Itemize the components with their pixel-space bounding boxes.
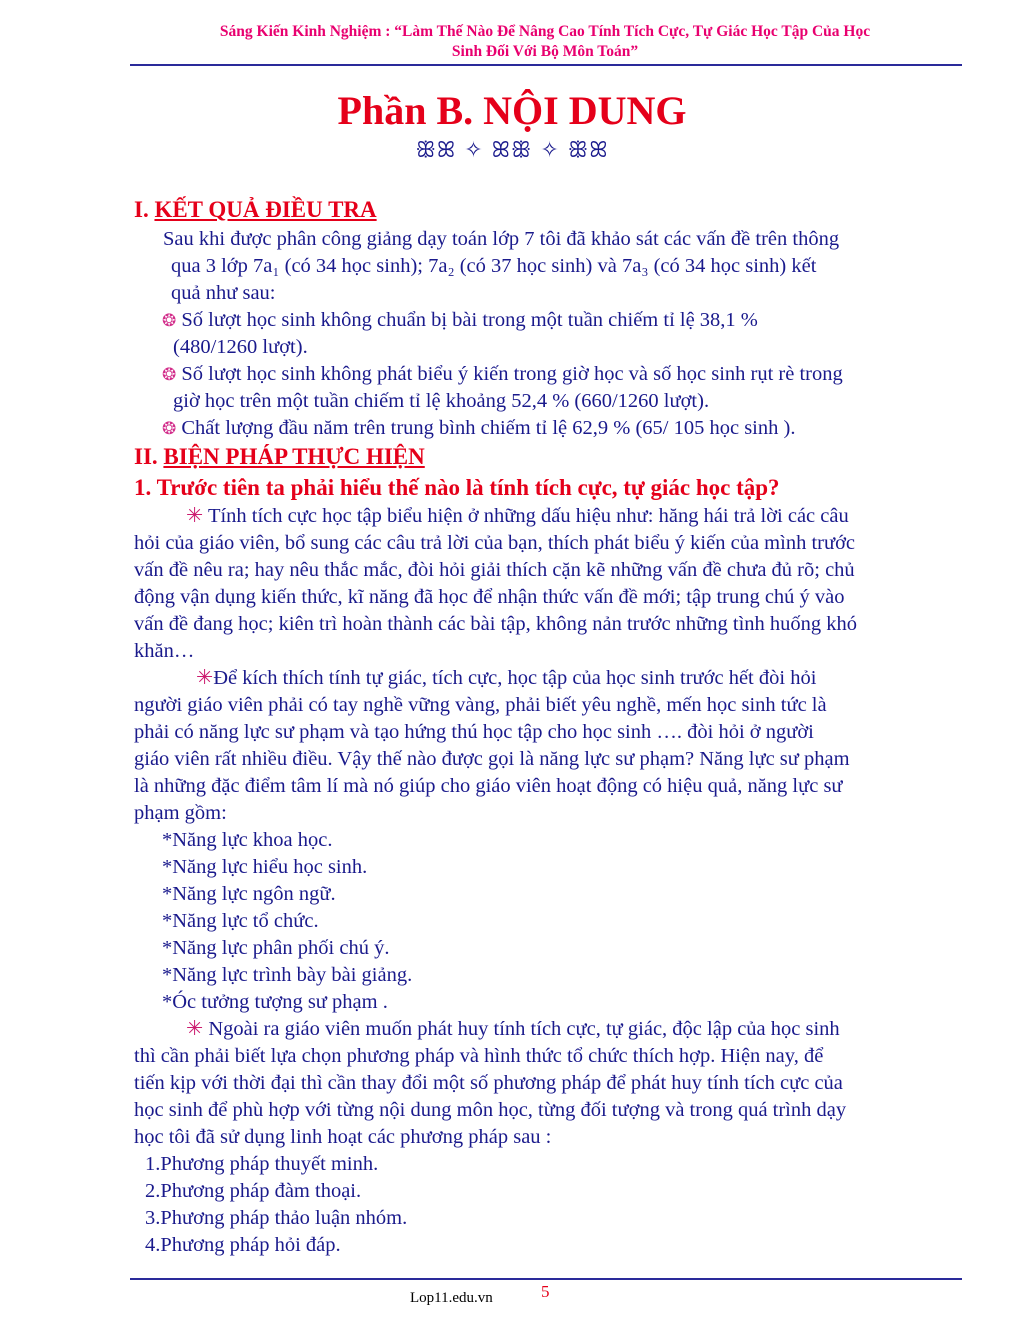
competency-item: *Năng lực hiểu học sinh.	[162, 856, 368, 878]
para-1-line-2: hỏi của giáo viên, bổ sung các câu trả lời của bạn, thích phát biểu ý kiến của mình trước	[134, 532, 856, 554]
ornament-glyph: ꕥꕤ	[415, 137, 457, 162]
competency-item: *Năng lực ngôn ngữ.	[162, 883, 336, 905]
para-1-line-3: vấn đề nêu ra; hay nêu thắc mắc, đòi hỏi giải thích cặn kẽ những vấn đề chưa đủ rõ; chủ	[134, 559, 855, 581]
survey-bullet-2	[162, 361, 843, 388]
para-1-line-4: động vận dụng kiến thức, kĩ năng đã học để nhận thức vấn đề mới; tập trung chú ý vào	[134, 586, 845, 608]
flower-bullet-icon: ❂	[162, 365, 177, 384]
para-text: Để kích thích tính tự giác, tích cực, học tập của học sinh trước hết đòi hỏi	[213, 667, 817, 689]
para-2-line-1	[196, 665, 816, 692]
ornament-glyph: ꕥꕤ	[567, 137, 609, 162]
section-2-number: II.	[134, 444, 158, 469]
intro-line-2: qua 3 lớp 7a₁ (có 34 học sinh); 7a₂ (có 37 học sinh) và 7a₃ (có 34 học sinh) kết	[171, 255, 817, 277]
para-1-line-5: vấn đề đang học; kiên trì hoàn thành các bài tập, không nản trước những tình huống khó	[134, 613, 858, 635]
bullet-text: Chất lượng đầu năm trên trung bình chiếm tỉ lệ 62,9 % (65/ 105 học sinh ).	[181, 417, 796, 439]
survey-bullet-1-cont: (480/1260 lượt).	[173, 336, 308, 358]
ornament-star-icon: ✧	[464, 137, 484, 162]
intro-line-3: quả như sau:	[171, 282, 276, 304]
para-3-line-5: học tôi đã sử dụng linh hoạt các phương pháp sau :	[134, 1126, 552, 1148]
para-3-line-4: học sinh để phù hợp với từng nội dung môn học, từng đối tượng và trong quá trình dạy	[134, 1099, 847, 1121]
asterisk-icon: ✳	[186, 1018, 204, 1040]
intro-line-1: Sau khi được phân công giảng dạy toán lớp 7 tôi đã khảo sát các vấn đề trên thông	[163, 228, 840, 250]
para-2-line-2: người giáo viên phải có tay nghề vững vàng, phải biết yêu nghề, mến học sinh tức là	[134, 694, 827, 716]
bullet-text: Số lượt học sinh không chuẩn bị bài trong một tuần chiếm tỉ lệ 38,1 %	[181, 309, 758, 331]
running-header	[130, 22, 960, 62]
survey-bullet-3	[162, 415, 795, 442]
para-2-line-4: giáo viên rất nhiều điều. Vậy thế nào được gọi là năng lực sư phạm? Năng lực sư phạm	[134, 748, 850, 770]
para-1-line-1	[186, 503, 849, 530]
subsection-1-heading: 1. Trước tiên ta phải hiểu thế nào là tính tích cực, tự giác học tập?	[134, 475, 780, 500]
header-line-2: Sinh Đối Với Bộ Môn Toán”	[451, 43, 639, 60]
para-1-line-6: khăn…	[134, 640, 195, 662]
survey-bullet-2-cont: giờ học trên một tuần chiếm tỉ lệ khoảng 52,4 % (660/1260 lượt).	[173, 390, 710, 412]
competency-item: *Óc tưởng tượng sư phạm .	[162, 991, 388, 1013]
flower-bullet-icon: ❂	[162, 419, 177, 438]
asterisk-icon: ✳	[196, 667, 214, 689]
method-item: 1.Phương pháp thuyết minh.	[145, 1153, 379, 1175]
competency-item: *Năng lực khoa học.	[162, 829, 333, 851]
survey-bullet-1	[162, 307, 758, 334]
para-2-line-5: là những đặc điểm tâm lí mà nó giúp cho giáo viên hoạt động có hiệu quả, năng lực sư	[134, 775, 843, 797]
para-3-line-2: thì cần phải biết lựa chọn phương pháp và hình thức tổ chức thích hợp. Hiện nay, để	[134, 1045, 824, 1067]
method-item: 4.Phương pháp hỏi đáp.	[145, 1234, 341, 1256]
competency-item: *Năng lực trình bày bài giảng.	[162, 964, 413, 986]
para-3-line-3: tiến kịp với thời đại thì cần thay đổi một số phương pháp để phát huy tính tích cực của	[134, 1072, 843, 1094]
competency-item: *Năng lực tổ chức.	[162, 910, 319, 932]
section-1-title: KẾT QUẢ ĐIỀU TRA	[154, 197, 377, 222]
ornament-glyph: ꕤꕥ	[491, 137, 533, 162]
section-1-number: I.	[134, 197, 149, 222]
footer-site: Lop11.edu.vn	[410, 1290, 493, 1306]
para-3-line-1	[186, 1016, 840, 1043]
section-2-title: BIỆN PHÁP THỰC HIỆN	[163, 444, 425, 469]
ornament-star-icon: ✧	[540, 137, 560, 162]
method-item: 2.Phương pháp đàm thoại.	[145, 1180, 362, 1202]
competency-item: *Năng lực phân phối chú ý.	[162, 937, 390, 959]
page-number: 5	[541, 1282, 550, 1301]
method-item: 3.Phương pháp thảo luận nhóm.	[145, 1207, 408, 1229]
para-text: Ngoài ra giáo viên muốn phát huy tính tích cực, tự giác, độc lập của học sinh	[208, 1018, 840, 1040]
header-rule	[130, 64, 962, 66]
section-2-heading	[134, 443, 425, 470]
footer-rule	[130, 1278, 962, 1280]
para-text: Tính tích cực học tập biểu hiện ở những dấu hiệu như: hăng hái trả lời các câu	[207, 505, 849, 527]
flower-bullet-icon: ❂	[162, 311, 177, 330]
asterisk-icon: ✳	[186, 505, 204, 527]
header-line-1: Sáng Kiến Kinh Nghiệm : “Làm Thế Nào Để Nâng Cao Tính Tích Cực, Tự Giác Học Tập Của Học	[219, 23, 871, 40]
para-2-line-6: phạm gồm:	[134, 802, 227, 824]
para-2-line-3: phải có năng lực sư phạm và tạo hứng thú học tập cho học sinh …. đòi hỏi ở người	[134, 721, 814, 743]
section-1-heading	[134, 196, 377, 223]
title-ornament	[0, 137, 1024, 163]
bullet-text: Số lượt học sinh không phát biểu ý kiến trong giờ học và số học sinh rụt rè trong	[181, 363, 843, 385]
page-title: Phần B. NỘI DUNG	[337, 88, 687, 133]
